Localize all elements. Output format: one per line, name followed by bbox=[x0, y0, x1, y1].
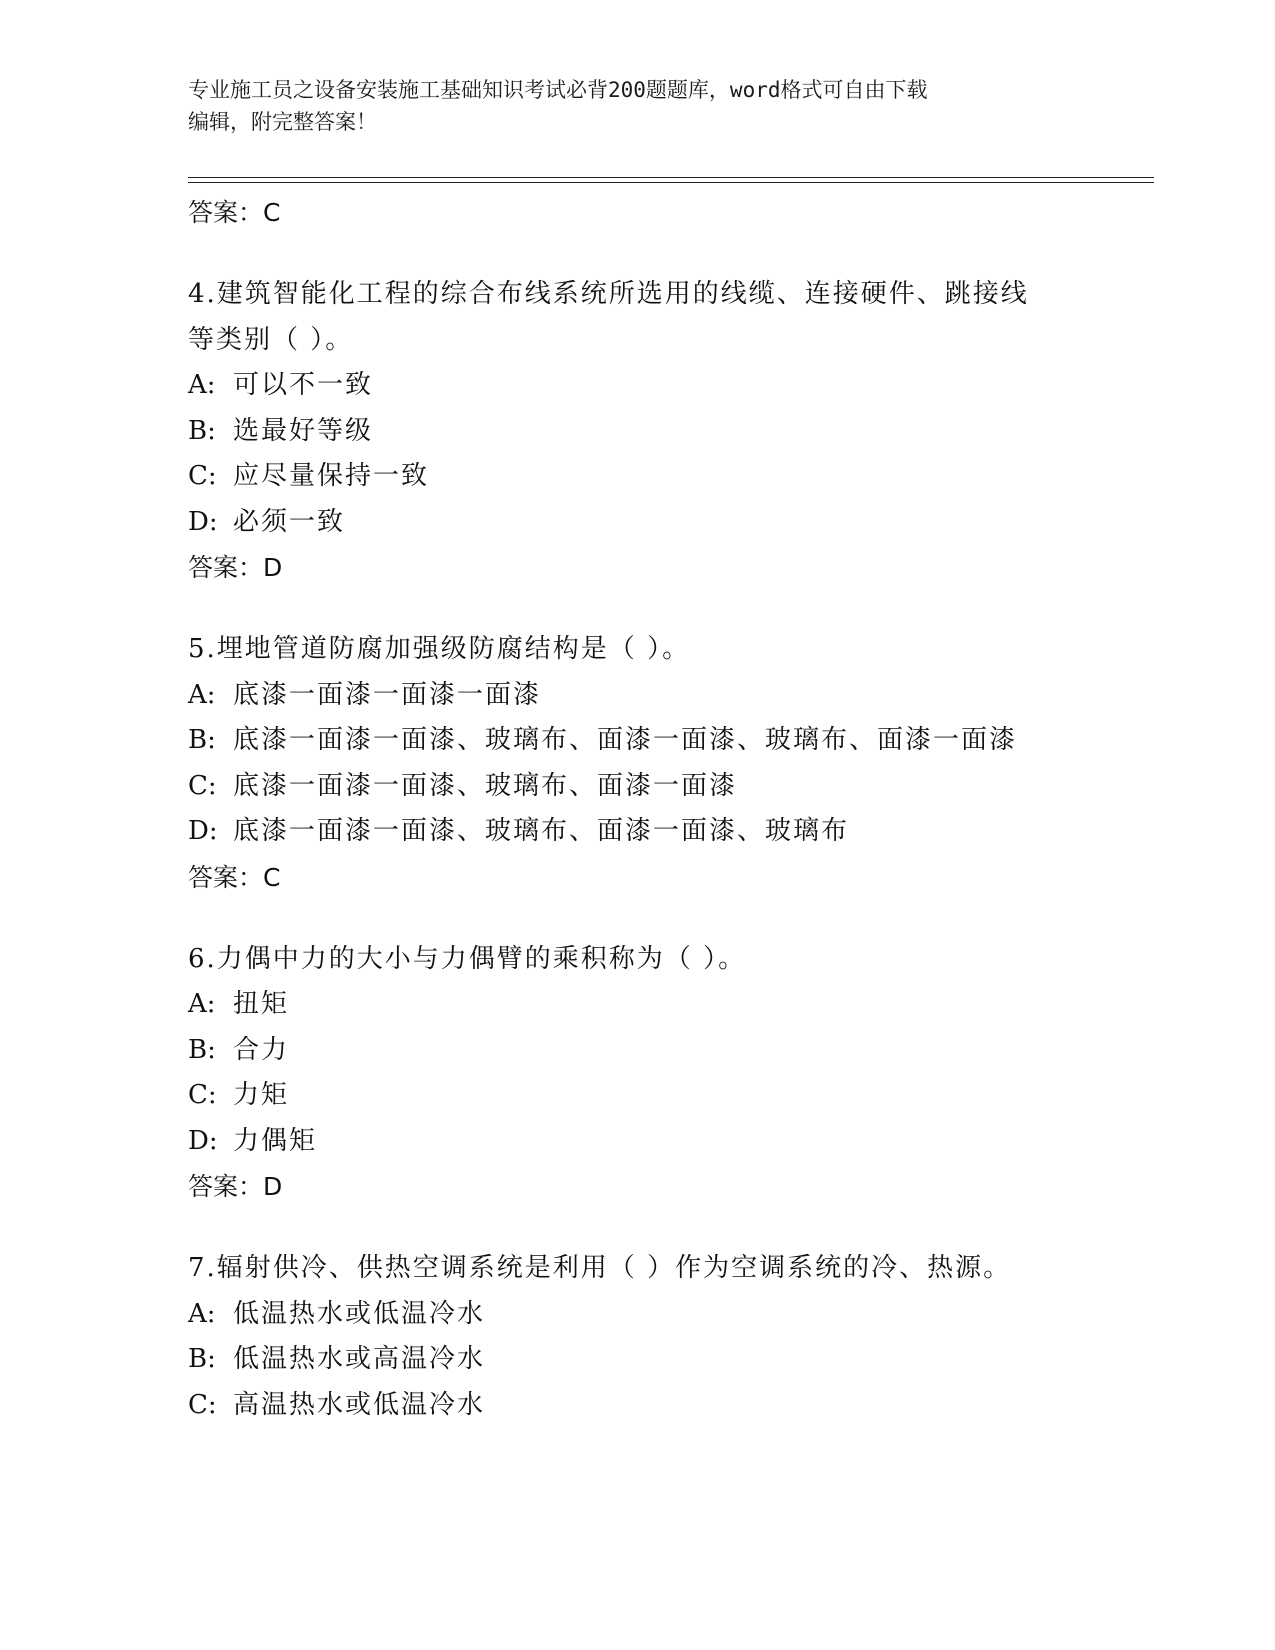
header-line-1: 专业施工员之设备安装施工基础知识考试必背200题题库，word格式可自由下载 bbox=[188, 78, 928, 102]
header-divider-top bbox=[188, 177, 1154, 178]
option-text: 高温热水或低温冷水 bbox=[233, 1389, 486, 1420]
option-key: C: bbox=[188, 461, 217, 491]
question-5-text: 5.埋地管道防腐加强级防腐结构是（ ）。 bbox=[188, 634, 691, 664]
option-text: 底漆一面漆一面漆、玻璃布、面漆一面漆 bbox=[233, 770, 738, 801]
question-6-option-b bbox=[188, 1028, 1128, 1074]
question-4-option-d bbox=[188, 500, 1128, 546]
option-text: 选最好等级 bbox=[233, 415, 374, 446]
question-list bbox=[188, 190, 1128, 1428]
option-key: C: bbox=[188, 1389, 217, 1420]
question-7-option-b bbox=[188, 1337, 1128, 1383]
option-text: 底漆一面漆一面漆、玻璃布、面漆一面漆、玻璃布、面漆一面漆 bbox=[233, 725, 1018, 755]
option-key: B: bbox=[188, 415, 216, 446]
question-5-option-a bbox=[188, 673, 1128, 719]
question-5-option-d bbox=[188, 809, 1128, 855]
option-text: 可以不一致 bbox=[233, 370, 374, 400]
question-4-text-line-2: 等类别（ ）。 bbox=[188, 324, 354, 355]
question-7-option-a bbox=[188, 1292, 1128, 1338]
previous-question-answer: 答案：C bbox=[188, 198, 281, 227]
option-text: 必须一致 bbox=[233, 506, 346, 537]
option-text: 低温热水或低温冷水 bbox=[233, 1298, 486, 1329]
option-text: 底漆一面漆一面漆一面漆 bbox=[233, 679, 542, 710]
question-7 bbox=[188, 1246, 1128, 1428]
question-6-option-a bbox=[188, 982, 1128, 1028]
option-key: B: bbox=[188, 1034, 216, 1065]
option-key: A: bbox=[188, 370, 216, 400]
option-key: D: bbox=[188, 816, 218, 846]
option-text: 扭矩 bbox=[233, 989, 290, 1019]
question-6-option-c bbox=[188, 1073, 1128, 1119]
question-4-text-line-1: 4.建筑智能化工程的综合布线系统所选用的线缆、连接硬件、跳接线 bbox=[188, 279, 1029, 309]
option-key: B: bbox=[188, 725, 216, 755]
option-key: B: bbox=[188, 1344, 216, 1374]
question-6-answer: 答案：D bbox=[188, 1172, 283, 1201]
question-6-text: 6.力偶中力的大小与力偶臂的乘积称为（ ）。 bbox=[188, 943, 747, 974]
question-5-option-c bbox=[188, 764, 1128, 810]
header-line-2: 编辑，附完整答案！ bbox=[188, 110, 377, 134]
option-key: D: bbox=[188, 1125, 218, 1156]
question-4-answer: 答案：D bbox=[188, 553, 283, 582]
option-text: 力偶矩 bbox=[233, 1125, 318, 1156]
option-key: A: bbox=[188, 989, 216, 1019]
option-key: C: bbox=[188, 770, 217, 801]
question-5 bbox=[188, 627, 1128, 901]
option-text: 底漆一面漆一面漆、玻璃布、面漆一面漆、玻璃布 bbox=[233, 816, 850, 846]
question-4 bbox=[188, 272, 1128, 591]
question-5-option-b bbox=[188, 718, 1128, 764]
option-key: D: bbox=[188, 506, 218, 537]
header-divider-bottom bbox=[188, 182, 1154, 183]
option-text: 低温热水或高温冷水 bbox=[233, 1344, 486, 1374]
question-7-text: 7.辐射供冷、供热空调系统是利用（ ）作为空调系统的冷、热源。 bbox=[188, 1253, 1012, 1283]
question-7-option-c bbox=[188, 1383, 1128, 1429]
option-key: A: bbox=[188, 1298, 216, 1329]
question-6-option-d bbox=[188, 1119, 1128, 1165]
question-6 bbox=[188, 937, 1128, 1211]
option-text: 合力 bbox=[233, 1034, 290, 1065]
question-4-option-a bbox=[188, 363, 1128, 409]
option-key: A: bbox=[188, 679, 216, 710]
question-4-option-b bbox=[188, 409, 1128, 455]
question-4-option-c bbox=[188, 454, 1128, 500]
option-text: 应尽量保持一致 bbox=[233, 461, 430, 491]
option-key: C: bbox=[188, 1080, 217, 1110]
option-text: 力矩 bbox=[233, 1080, 290, 1110]
document-header bbox=[188, 74, 1088, 138]
question-5-answer: 答案：C bbox=[188, 862, 281, 892]
